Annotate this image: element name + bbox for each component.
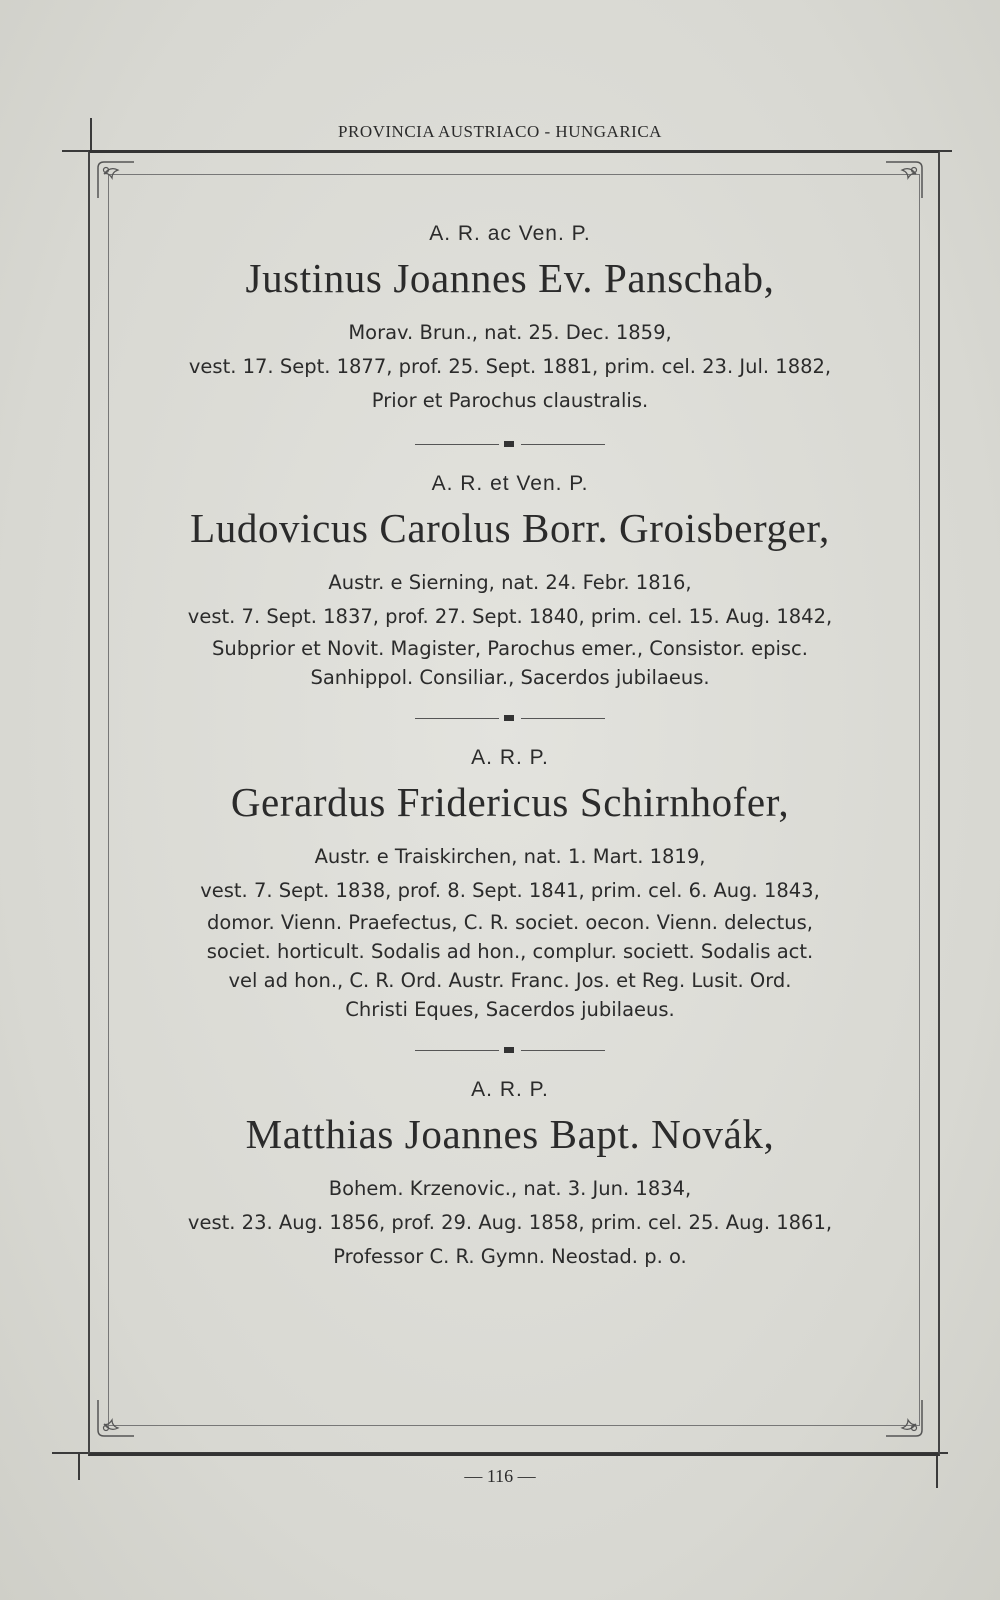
divider-ornament-icon: [415, 440, 605, 448]
entry-line: Christi Eques, Sacerdos jubilaeus.: [345, 998, 675, 1021]
corner-ornament-icon: [882, 1396, 926, 1440]
entry-line: vest. 17. Sept. 1877, prof. 25. Sept. 1881, prim. cel. 23. Jul. 1882,: [188, 355, 832, 378]
entry-name: Matthias Joannes Bapt. Novák,: [245, 1111, 775, 1157]
entry-schirnhofer: [120, 746, 900, 1024]
entry-line: Bohem. Krzenovic., nat. 3. Jun. 1834,: [328, 1177, 692, 1200]
entry-line: vest. 23. Aug. 1856, prof. 29. Aug. 1858, prim. cel. 25. Aug. 1861,: [187, 1211, 833, 1234]
corner-ornament-icon: [882, 158, 926, 202]
entry-novak: [120, 1078, 900, 1274]
entry-honorific: A. R. et Ven. P.: [431, 472, 589, 495]
corner-ornament-icon: [94, 158, 138, 202]
entry-honorific: A. R. P.: [471, 1078, 549, 1101]
entry-groisberger: [120, 472, 900, 692]
entry-name: Ludovicus Carolus Borr. Groisberger,: [190, 505, 830, 551]
entry-line: Austr. e Traiskirchen, nat. 1. Mart. 1819,: [314, 845, 706, 868]
entries-list: [120, 222, 900, 1274]
entry-line: Professor C. R. Gymn. Neostad. p. o.: [333, 1245, 687, 1268]
entry-line: societ. horticult. Sodalis ad hon., complur. societt. Sodalis act.: [206, 940, 814, 963]
entry-line: Morav. Brun., nat. 25. Dec. 1859,: [348, 321, 672, 344]
entry-line: Subprior et Novit. Magister, Parochus emer., Consistor. episc.: [212, 637, 808, 660]
entry-honorific: A. R. P.: [471, 746, 549, 769]
divider-ornament-icon: [415, 1046, 605, 1054]
entry-line: Austr. e Sierning, nat. 24. Febr. 1816,: [328, 571, 692, 594]
entry-panschab: [120, 222, 900, 418]
left-tick-top: [90, 118, 92, 152]
page-number: — 116 —: [464, 1466, 536, 1486]
running-head: PROVINCIA AUSTRIACO - HUNGARICA: [338, 122, 662, 141]
entry-name: Gerardus Fridericus Schirnhofer,: [230, 779, 790, 825]
entry-line: vest. 7. Sept. 1837, prof. 27. Sept. 1840, prim. cel. 15. Aug. 1842,: [187, 605, 833, 628]
entry-line: Prior et Parochus claustralis.: [371, 389, 649, 412]
corner-ornament-icon: [94, 1396, 138, 1440]
entry-name: Justinus Joannes Ev. Panschab,: [245, 255, 775, 301]
divider-ornament-icon: [415, 714, 605, 722]
entry-line: vel ad hon., C. R. Ord. Austr. Franc. Jos. et Reg. Lusit. Ord.: [228, 969, 792, 992]
entry-line: domor. Vienn. Praefectus, C. R. societ. oecon. Vienn. delectus,: [206, 911, 813, 934]
entry-line: vest. 7. Sept. 1838, prof. 8. Sept. 1841, prim. cel. 6. Aug. 1843,: [200, 879, 820, 902]
entry-honorific: A. R. ac Ven. P.: [429, 222, 591, 245]
entry-line: Sanhippol. Consiliar., Sacerdos jubilaeus.: [310, 666, 710, 689]
